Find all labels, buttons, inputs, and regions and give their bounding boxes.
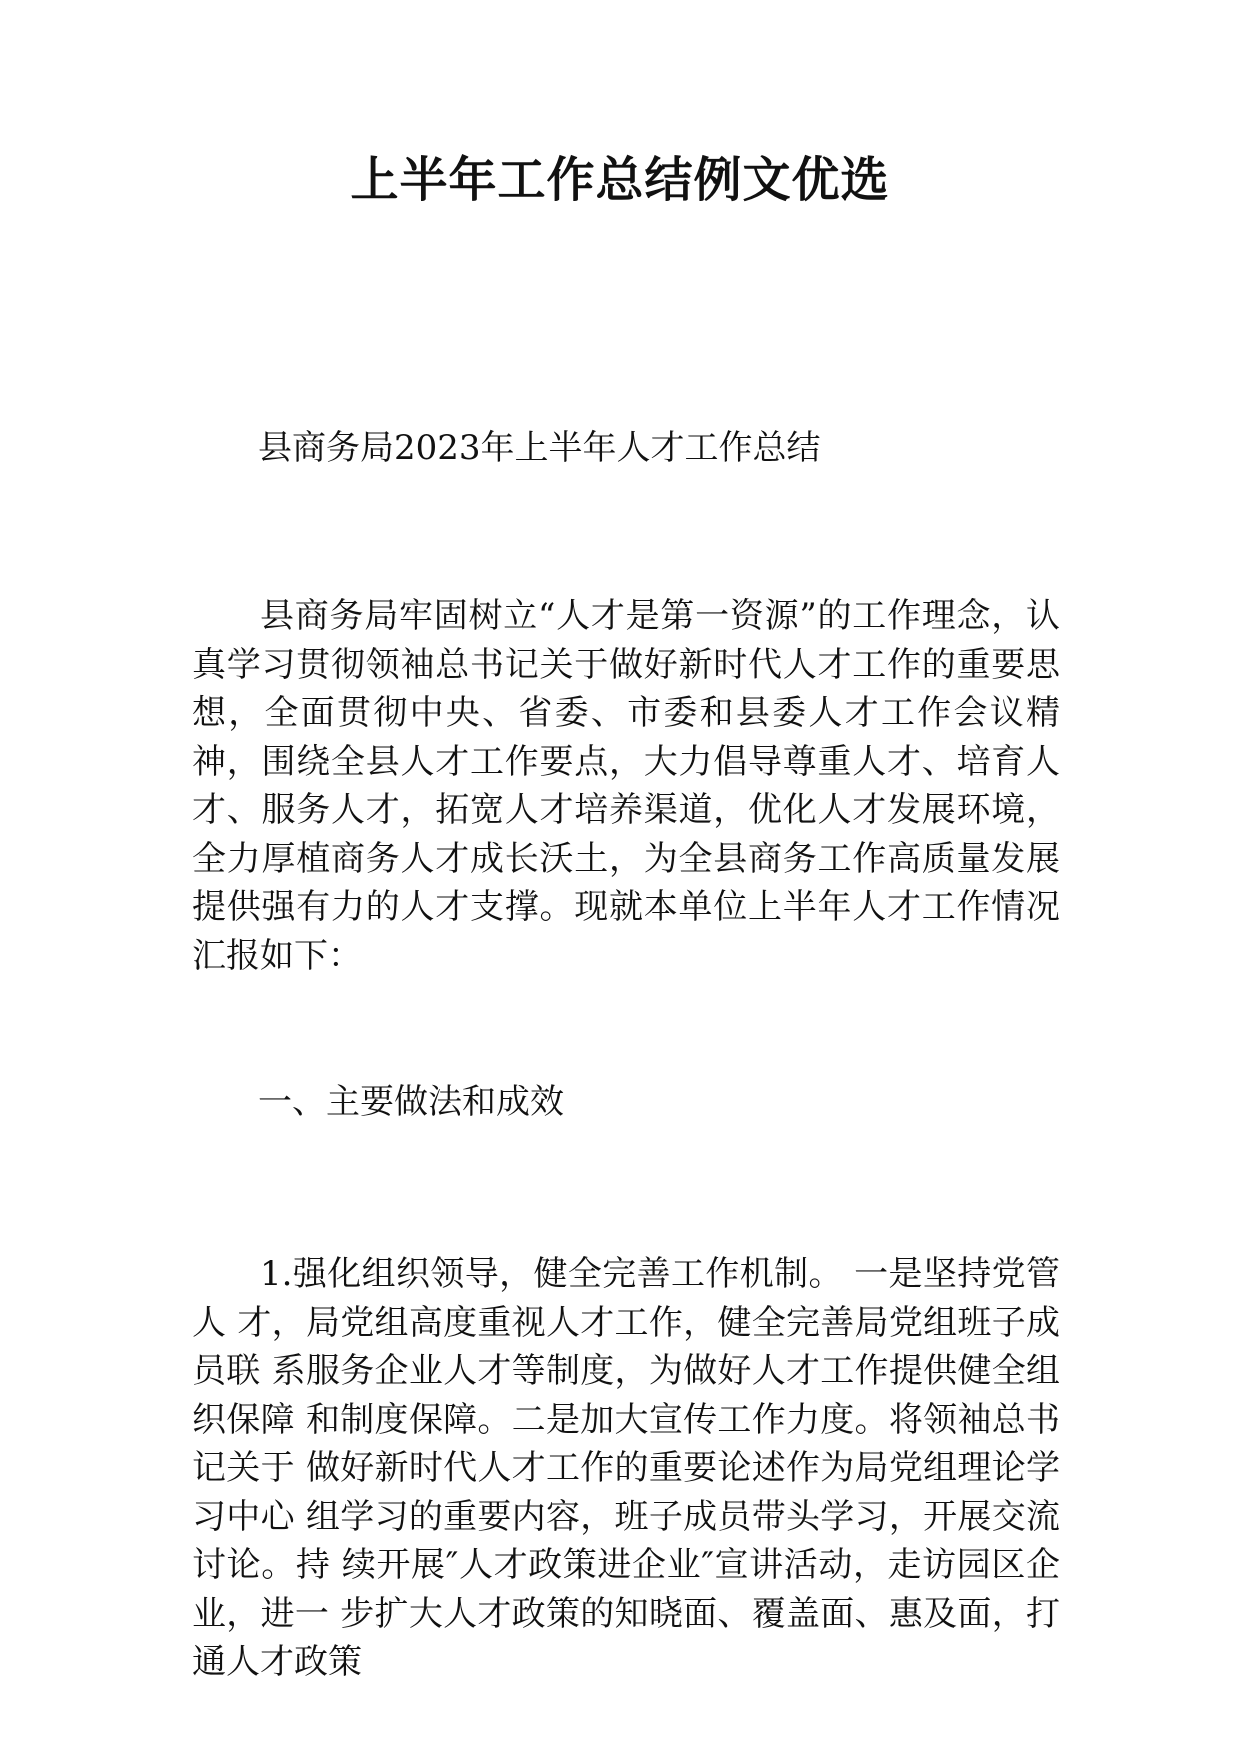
intro-paragraph: 县商务局牢固树立“人才是第一资源”的工作理念，认真学习贯彻领袖总书记关于做好新时代人才工作的重要思想，全面贯彻中央、省委、市委和县委人才工作会议精神，围绕全县人才工作要点，大力倡导尊重人才、培育人才、服务人才，拓宽人才培养渠道，优化人才发展环境，全力厚植商务人才成长沃土，为全县商务工作高质量发展提供强有力的人才支撑。现就本单位上半年人才工作情况汇报如下：	[192, 596, 1060, 976]
document-subtitle: 县商务局2023年上半年人才工作总结	[258, 428, 821, 468]
section-heading: 一、主要做法和成效	[258, 1082, 564, 1122]
document-title: 上半年工作总结例文优选	[350, 152, 890, 208]
body-paragraph: 1.强化组织领导，健全完善工作机制。 一是坚持党管人 才，局党组高度重视人才工作，健全完善局党组班子成员联 系服务企业人才等制度，为做好人才工作提供健全组织保障 和制度保障。二是加大宣传工作力度。将领袖总书记关于 做好新时代人才工作的重要论述作为局党组理论学习中心 组学习的重要内容，班子成员带头学习，开展交流讨论。持 续开展″人才政策进企业″宣讲活动，走访园区企业，进一 步扩大人才政策的知晓面、覆盖面、惠及面，打通人才政策	[192, 1254, 1060, 1682]
